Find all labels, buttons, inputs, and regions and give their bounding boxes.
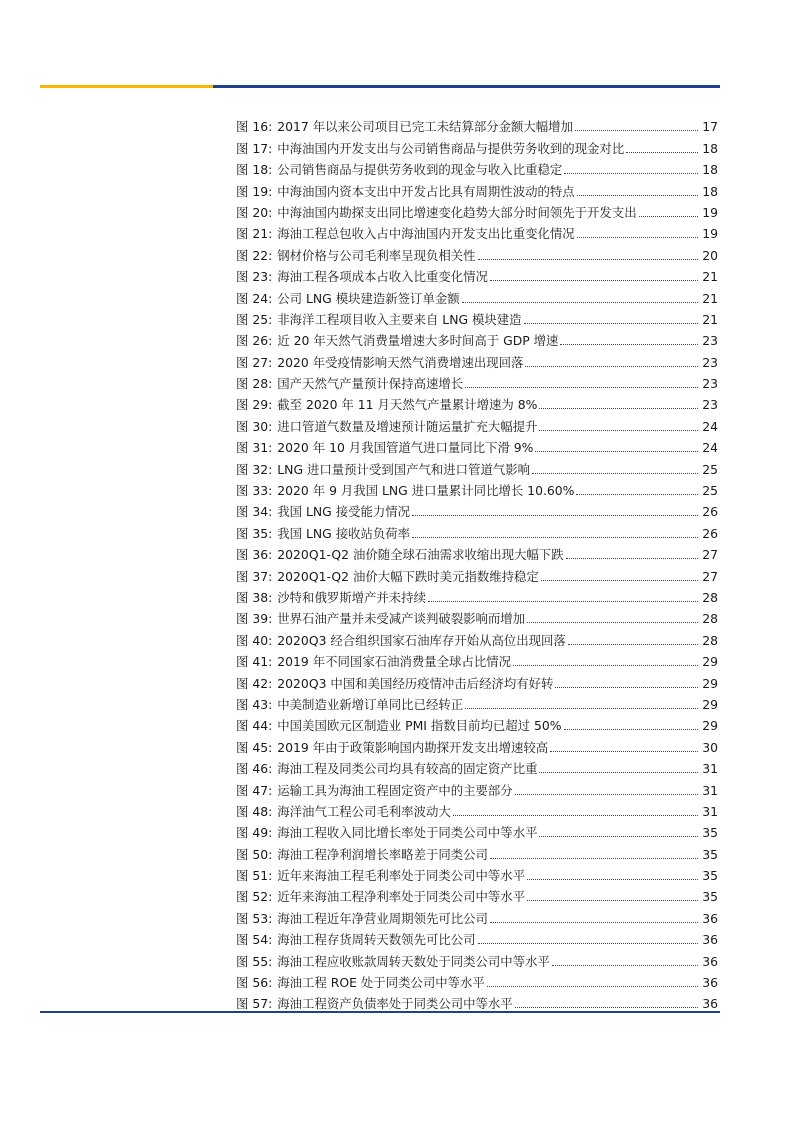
page-number: 23 <box>702 376 718 392</box>
toc-entry[interactable] <box>236 863 718 884</box>
figure-title: 世界石油产量并未受减产谈判破裂影响而增加 <box>277 611 526 627</box>
figure-number: 图 52: <box>236 889 273 905</box>
toc-entry[interactable] <box>236 905 718 926</box>
toc-entry[interactable] <box>236 627 718 648</box>
dot-leader <box>412 515 698 516</box>
dot-leader <box>539 836 698 837</box>
figure-number: 图 40: <box>236 632 273 648</box>
toc-entry[interactable] <box>236 328 718 349</box>
figure-number: 图 35: <box>236 525 273 541</box>
header-rule-gold <box>40 85 213 88</box>
dot-leader <box>527 900 698 901</box>
toc-entry[interactable] <box>236 948 718 969</box>
dot-leader <box>490 280 698 281</box>
dot-leader <box>525 366 698 367</box>
footer-rule <box>40 1011 720 1013</box>
dot-leader <box>465 708 698 709</box>
figure-title: 海油工程近年净营业周期领先可比公司 <box>277 910 488 926</box>
page-number: 24 <box>702 418 718 434</box>
figure-number: 图 47: <box>236 782 273 798</box>
figure-title: 2020Q1-Q2 油价随全球石油需求收缩出现大幅下跌 <box>277 547 564 563</box>
figure-number: 图 31: <box>236 440 273 456</box>
dot-leader <box>478 943 698 944</box>
page-number: 36 <box>702 975 718 991</box>
dot-leader <box>541 580 698 581</box>
figure-number: 图 53: <box>236 910 273 926</box>
page-number: 19 <box>702 204 718 220</box>
dot-leader <box>412 537 698 538</box>
dot-leader <box>564 173 698 174</box>
figure-title: 中海油国内资本支出中开发占比具有周期性波动的特点 <box>277 183 575 199</box>
toc-entry[interactable] <box>236 157 718 178</box>
figure-number: 图 26: <box>236 333 273 349</box>
dot-leader <box>527 879 698 880</box>
toc-entry[interactable] <box>236 349 718 370</box>
page-number: 23 <box>702 397 718 413</box>
toc-entry[interactable] <box>236 371 718 392</box>
header-rule-blue <box>213 85 720 88</box>
figure-title: 2019 年不同国家石油消费量全球占比情况 <box>277 654 512 670</box>
page-number: 26 <box>702 525 718 541</box>
page-number: 29 <box>702 696 718 712</box>
page-number: 25 <box>702 461 718 477</box>
toc-entry[interactable] <box>236 520 718 541</box>
dot-leader <box>552 965 698 966</box>
figure-number: 图 23: <box>236 269 273 285</box>
figure-title: 中海油国内开发支出与公司销售商品与提供劳务收到的现金对比 <box>277 140 625 156</box>
figure-number: 图 41: <box>236 654 273 670</box>
page-number: 36 <box>702 953 718 969</box>
figure-number: 图 22: <box>236 247 273 263</box>
page-number: 18 <box>702 162 718 178</box>
page-number: 18 <box>702 140 718 156</box>
page-number: 35 <box>702 889 718 905</box>
toc-entry[interactable] <box>236 392 718 413</box>
page-number: 24 <box>702 440 718 456</box>
figure-title: 中美制造业新增订单同比已经转正 <box>277 696 464 712</box>
figure-number: 图 49: <box>236 825 273 841</box>
figure-number: 图 42: <box>236 675 273 691</box>
page-number: 28 <box>702 589 718 605</box>
figure-title: 我国 LNG 接受能力情况 <box>277 504 411 520</box>
figure-title: 公司 LNG 模块建造新签订单金额 <box>277 290 460 306</box>
figure-title: 2020 年 10 月我国管道气进口量同比下滑 9% <box>277 440 534 456</box>
toc-entry[interactable] <box>236 970 718 991</box>
figure-title: 中国美国欧元区制造业 PMI 指数目前均已超过 50% <box>277 718 562 734</box>
figure-title: 2020 年受疫情影响天然气消费增速出现回落 <box>277 354 524 370</box>
figure-title: 2020Q3 经合组织国家石油库存开始从高位出现回落 <box>277 632 566 648</box>
page-number: 36 <box>702 932 718 948</box>
figure-title: 公司销售商品与提供劳务收到的现金与收入比重稳定 <box>277 162 563 178</box>
toc-entry[interactable] <box>236 307 718 328</box>
dot-leader <box>577 237 698 238</box>
dot-leader <box>524 323 698 324</box>
figure-number: 图 17: <box>236 140 273 156</box>
page-number: 21 <box>702 290 718 306</box>
dot-leader <box>539 772 698 773</box>
page-number: 29 <box>702 675 718 691</box>
toc-entry[interactable] <box>236 927 718 948</box>
figure-number: 图 19: <box>236 183 273 199</box>
figure-number: 图 57: <box>236 996 273 1012</box>
dot-leader <box>639 216 698 217</box>
toc-entry[interactable] <box>236 563 718 584</box>
figure-title: 近年来海油工程毛利率处于同类公司中等水平 <box>277 868 526 884</box>
page-number: 23 <box>702 354 718 370</box>
figure-number: 图 54: <box>236 932 273 948</box>
page-number: 27 <box>702 547 718 563</box>
figure-title: 近年来海油工程净利率处于同类公司中等水平 <box>277 889 526 905</box>
figure-title: 截至 2020 年 11 月天然气产量累计增速为 8% <box>277 397 538 413</box>
figure-title: 2020Q3 中国和美国经历疫情冲击后经济均有好转 <box>277 675 554 691</box>
toc-entry[interactable] <box>236 777 718 798</box>
figure-number: 图 39: <box>236 611 273 627</box>
figure-title: 海油工程总包收入占中海油国内开发支出比重变化情况 <box>277 226 575 242</box>
dot-leader <box>513 665 698 666</box>
figure-title: 钢材价格与公司毛利率呈现负相关性 <box>277 247 476 263</box>
toc-entry[interactable] <box>236 264 718 285</box>
toc-entry[interactable] <box>236 606 718 627</box>
toc-entry[interactable] <box>236 135 718 156</box>
toc-entry[interactable] <box>236 242 718 263</box>
figure-number: 图 38: <box>236 589 273 605</box>
figure-title: 海油工程应收账款周转天数处于同类公司中等水平 <box>277 953 550 969</box>
figure-title: 海油工程及同类公司均具有较高的固定资产比重 <box>277 761 538 777</box>
toc-entry[interactable] <box>236 114 718 135</box>
figure-number: 图 43: <box>236 696 273 712</box>
toc-entry[interactable] <box>236 413 718 434</box>
figure-number: 图 29: <box>236 397 273 413</box>
figure-title: 海油工程 ROE 处于同类公司中等水平 <box>277 975 485 991</box>
toc-entry[interactable] <box>236 841 718 862</box>
toc-entry[interactable] <box>236 991 718 1012</box>
page-number: 26 <box>702 504 718 520</box>
dot-leader <box>465 387 698 388</box>
dot-leader <box>478 259 698 260</box>
figure-title: 2020Q1-Q2 油价大幅下跌时美元指数维持稳定 <box>277 568 539 584</box>
page-number: 19 <box>702 226 718 242</box>
figure-title: 2017 年以来公司项目已完工未结算部分金额大幅增加 <box>277 119 573 135</box>
dot-leader <box>515 794 698 795</box>
figure-number: 图 32: <box>236 461 273 477</box>
page-number: 35 <box>702 846 718 862</box>
page-number: 20 <box>702 247 718 263</box>
dot-leader <box>490 858 698 859</box>
figure-number: 图 48: <box>236 803 273 819</box>
dot-leader <box>535 451 698 452</box>
dot-leader <box>560 344 698 345</box>
toc-entry[interactable] <box>236 456 718 477</box>
toc-entry[interactable] <box>236 285 718 306</box>
figure-number: 图 16: <box>236 119 273 135</box>
page-number: 18 <box>702 183 718 199</box>
figure-title: 海油工程净利润增长率略差于同类公司 <box>277 846 488 862</box>
figure-title: 我国 LNG 接收站负荷率 <box>277 525 411 541</box>
toc-entry[interactable] <box>236 649 718 670</box>
page-number: 36 <box>702 910 718 926</box>
toc-entry[interactable] <box>236 542 718 563</box>
figure-title: 近 20 年天然气消费量增速大多时间高于 GDP 增速 <box>277 333 559 349</box>
dot-leader <box>527 622 698 623</box>
dot-leader <box>487 986 698 987</box>
toc-entry[interactable] <box>236 200 718 221</box>
figure-title: 国产天然气产量预计保持高速增长 <box>277 376 464 392</box>
dot-leader <box>566 558 698 559</box>
page-number: 36 <box>702 996 718 1012</box>
figure-title: 运输工具为海油工程固定资产中的主要部分 <box>277 782 513 798</box>
figure-number: 图 45: <box>236 739 273 755</box>
dot-leader <box>453 815 698 816</box>
toc-entry[interactable] <box>236 713 718 734</box>
page-number: 28 <box>702 632 718 648</box>
figure-number: 图 34: <box>236 504 273 520</box>
dot-leader <box>462 302 698 303</box>
toc-entry[interactable] <box>236 734 718 755</box>
page-number: 31 <box>702 761 718 777</box>
dot-leader <box>428 601 698 602</box>
toc-entry[interactable] <box>236 692 718 713</box>
page-number: 17 <box>702 119 718 135</box>
figure-title: 进口管道气数量及增速预计随运量扩充大幅提升 <box>277 418 538 434</box>
page-number: 29 <box>702 654 718 670</box>
figure-title: 海洋油气工程公司毛利率波动大 <box>277 803 451 819</box>
dot-leader <box>555 687 698 688</box>
figure-number: 图 27: <box>236 354 273 370</box>
figure-title: 海油工程资产负债率处于同类公司中等水平 <box>277 996 513 1012</box>
toc-entry[interactable] <box>236 435 718 456</box>
dot-leader <box>568 644 698 645</box>
figure-table-of-contents <box>236 114 718 1012</box>
figure-number: 图 30: <box>236 418 273 434</box>
dot-leader <box>515 1007 698 1008</box>
page-number: 30 <box>702 739 718 755</box>
figure-number: 图 36: <box>236 547 273 563</box>
figure-title: 海油工程各项成本占收入比重变化情况 <box>277 269 488 285</box>
figure-title: 沙特和俄罗斯增产并未持续 <box>277 589 426 605</box>
figure-number: 图 21: <box>236 226 273 242</box>
figure-number: 图 56: <box>236 975 273 991</box>
toc-entry[interactable] <box>236 799 718 820</box>
figure-title: 海油工程存货周转天数领先可比公司 <box>277 932 476 948</box>
figure-number: 图 55: <box>236 953 273 969</box>
figure-title: 中海油国内勘探支出同比增速变化趋势大部分时间领先于开发支出 <box>277 204 637 220</box>
dot-leader <box>539 430 698 431</box>
toc-entry[interactable] <box>236 221 718 242</box>
toc-entry[interactable] <box>236 499 718 520</box>
figure-title: 非海洋工程项目收入主要来自 LNG 模块建造 <box>277 311 522 327</box>
page-number: 31 <box>702 803 718 819</box>
figure-number: 图 24: <box>236 290 273 306</box>
page-number: 28 <box>702 611 718 627</box>
figure-title: LNG 进口量预计受到国产气和进口管道气影响 <box>277 461 531 477</box>
figure-number: 图 37: <box>236 568 273 584</box>
dot-leader <box>564 729 699 730</box>
toc-entry[interactable] <box>236 670 718 691</box>
toc-entry[interactable] <box>236 585 718 606</box>
page-number: 23 <box>702 333 718 349</box>
dot-leader <box>490 922 698 923</box>
page-number: 31 <box>702 782 718 798</box>
figure-number: 图 18: <box>236 162 273 178</box>
figure-number: 图 28: <box>236 376 273 392</box>
figure-number: 图 46: <box>236 761 273 777</box>
figure-number: 图 51: <box>236 868 273 884</box>
dot-leader <box>575 130 698 131</box>
page-number: 35 <box>702 868 718 884</box>
page-number: 29 <box>702 718 718 734</box>
figure-number: 图 44: <box>236 718 273 734</box>
dot-leader <box>539 408 698 409</box>
figure-title: 2019 年由于政策影响国内勘探开发支出增速较高 <box>277 739 549 755</box>
dot-leader <box>550 751 698 752</box>
figure-number: 图 33: <box>236 483 273 499</box>
page-number: 21 <box>702 311 718 327</box>
toc-entry[interactable] <box>236 820 718 841</box>
figure-number: 图 50: <box>236 846 273 862</box>
page-number: 35 <box>702 825 718 841</box>
page-number: 21 <box>702 269 718 285</box>
dot-leader <box>577 195 698 196</box>
figure-title: 海油工程收入同比增长率处于同类公司中等水平 <box>277 825 538 841</box>
page-number: 25 <box>702 483 718 499</box>
toc-entry[interactable] <box>236 756 718 777</box>
figure-title: 2020 年 9 月我国 LNG 进口量累计同比增长 10.60% <box>277 483 575 499</box>
toc-entry[interactable] <box>236 478 718 499</box>
figure-number: 图 20: <box>236 204 273 220</box>
page-number: 27 <box>702 568 718 584</box>
dot-leader <box>626 152 698 153</box>
dot-leader <box>532 473 698 474</box>
figure-number: 图 25: <box>236 311 273 327</box>
toc-entry[interactable] <box>236 178 718 199</box>
toc-entry[interactable] <box>236 884 718 905</box>
dot-leader <box>576 494 698 495</box>
